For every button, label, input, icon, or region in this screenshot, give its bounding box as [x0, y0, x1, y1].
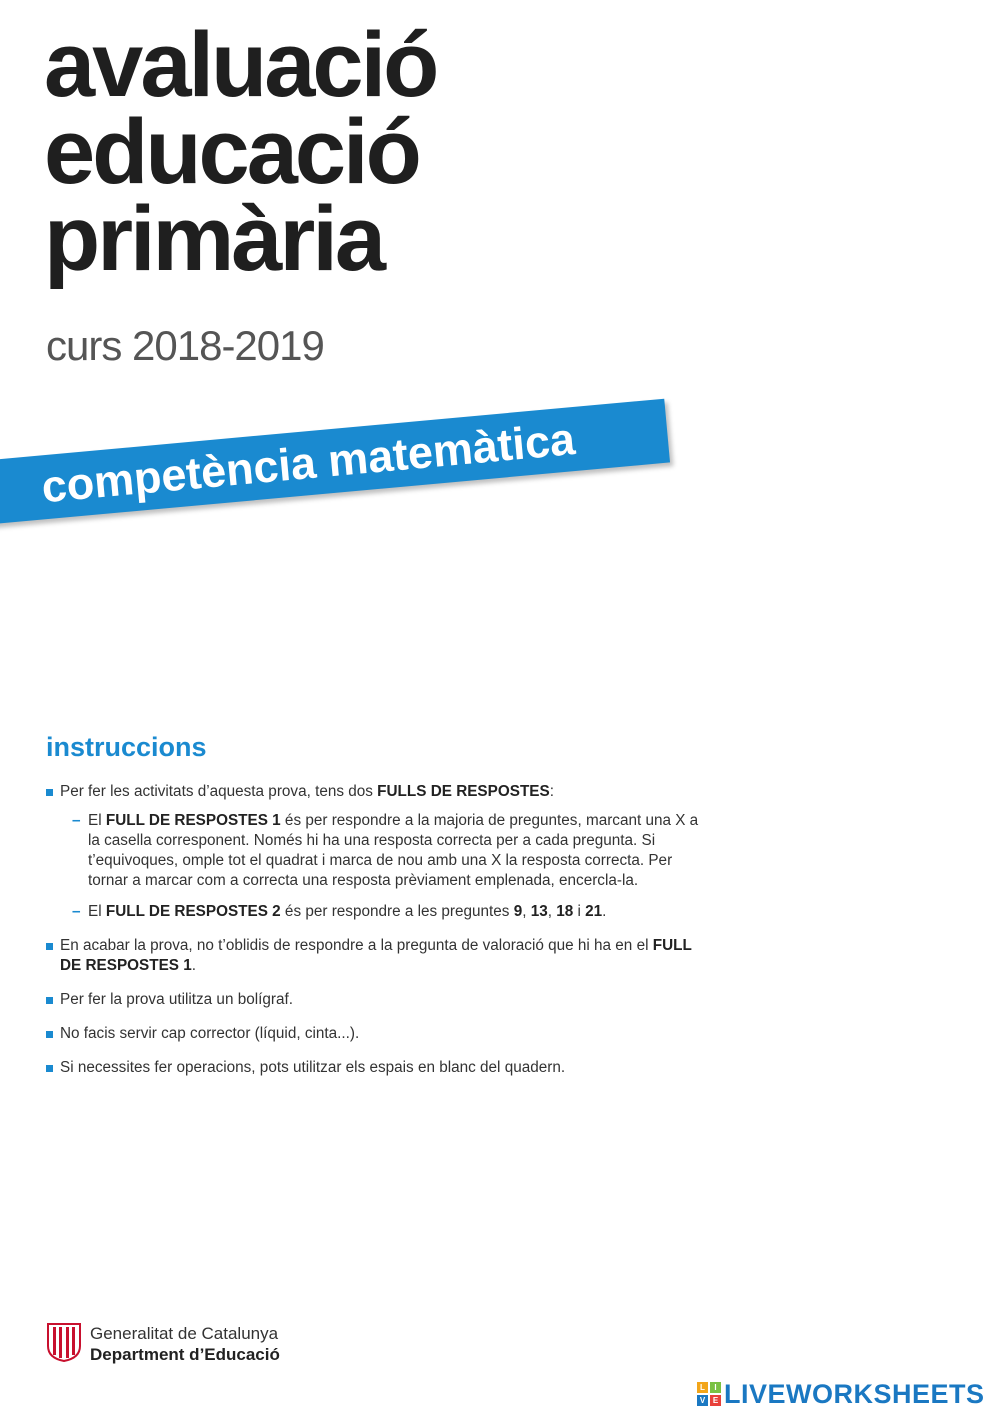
department-name: Department d’Educació	[90, 1345, 280, 1364]
course-year: curs 2018-2019	[46, 322, 324, 369]
organization-name: Generalitat de Catalunya	[90, 1324, 279, 1343]
instruction-item-2: En acabar la prova, no t’oblidis de respondre a la pregunta de valoració que hi ha en el FULL DE RESPOSTES 1.	[46, 936, 706, 976]
subject-banner	[0, 399, 670, 526]
square-bullet-icon	[46, 1031, 53, 1038]
instruction-item-3: Per fer la prova utilitza un bolígraf.	[46, 990, 706, 1010]
bold-text: FULL DE RESPOSTES 1	[105, 812, 281, 829]
main-title	[44, 14, 437, 290]
liveworksheets-watermark	[697, 1378, 985, 1410]
title-line-1: avaluació	[44, 14, 437, 116]
instruction-subitem-2: – El FULL DE RESPOSTES 2 és per respondre a les preguntes 9, 13, 18 i 21.	[72, 903, 607, 920]
instruction-subitem-1: – El FULL DE RESPOSTES 1 és per respondre a la majoria de preguntes, marcant una X a la casella corresponent. Només hi ha una resposta correcta per a cada pregunta. Si t’equivoques, omple tot el quadrat i marca de nou amb una X la resposta correcta. Per tornar a marcar com a correcta una resposta prèviament emplenada, encercla-la.	[72, 812, 699, 889]
title-line-2: educació	[44, 101, 419, 203]
dash-bullet-icon: –	[72, 903, 81, 920]
square-bullet-icon	[46, 943, 53, 950]
subject-label: competència matemàtica	[39, 413, 578, 513]
bold-text: FULL DE RESPOSTES 1	[60, 937, 692, 974]
liveworksheets-logo-icon: L I V E	[697, 1382, 721, 1406]
bold-text: FULL DE RESPOSTES 2	[105, 903, 281, 920]
instruction-item-1: Per fer les activitats d’aquesta prova, tens dos FULLS DE RESPOSTES: – El FULL DE RESPOSTES 1 és per respondre a la majoria de preguntes, marcant una X a la casella corresponent. Només hi ha una resposta correcta per a cada pregunta. Si t’equivoques, omple tot el quadrat i marca de nou amb una X la resposta correcta. Per tornar a marcar com a correcta una resposta prèviament emplenada, encercla-la. – El FULL DE RESPOSTES 2 és per respondre a les preguntes 9, 13, 18 i 21.	[46, 782, 706, 922]
instruction-item-4: No facis servir cap corrector (líquid, cinta...).	[46, 1024, 706, 1044]
square-bullet-icon	[46, 997, 53, 1004]
square-bullet-icon	[46, 1065, 53, 1072]
dash-bullet-icon: –	[72, 812, 81, 829]
generalitat-shield-icon	[46, 1322, 82, 1362]
bold-text: FULLS DE RESPOSTES	[377, 783, 550, 800]
instruction-item-5: Si necessites fer operacions, pots utilitzar els espais en blanc del quadern.	[46, 1058, 706, 1078]
title-line-3: primària	[44, 188, 384, 290]
instructions-heading: instruccions	[46, 732, 207, 762]
watermark-text: LIVEWORKSHEETS	[724, 1378, 985, 1409]
instructions-list	[46, 782, 706, 1092]
square-bullet-icon	[46, 789, 53, 796]
